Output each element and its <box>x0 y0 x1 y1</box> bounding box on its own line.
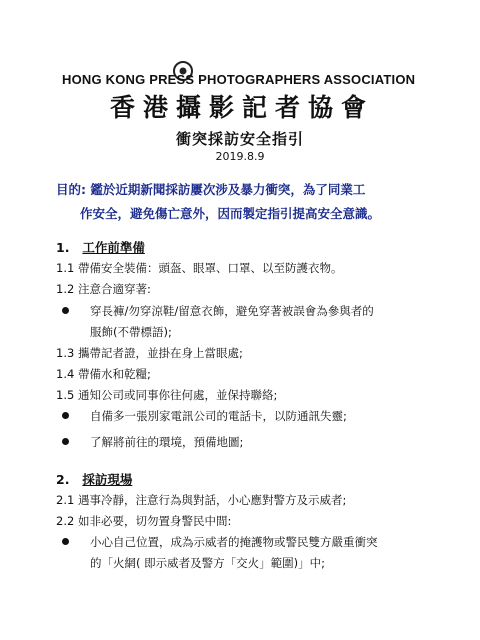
bullet-line-1: 穿長褲/勿穿涼鞋/留意衣飾，避免穿著被誤會為參與者的 <box>90 304 374 318</box>
bullet-text: 了解將前往的環境，預備地圖; <box>90 435 244 449</box>
list-item: 1.2 注意合適穿著: <box>56 282 151 296</box>
bullet-line-2: 的「火網( 即示威者及警方「交火」範圍)」中; <box>90 556 326 570</box>
bullet-dot <box>62 438 69 445</box>
bullet-item <box>56 406 436 427</box>
list-item: 1.5 通知公司或同事你往何處，並保持聯絡; <box>56 388 278 402</box>
section-2-heading <box>56 470 132 488</box>
bullet-dot <box>62 307 69 314</box>
section-title: 採訪現場 <box>82 472 133 487</box>
document-date: 2019.8.9 <box>215 150 265 163</box>
bullet-dot <box>62 538 69 545</box>
list-item: 2.1 遇事冷靜，注意行為與對話，小心應對警方及示威者; <box>56 493 347 507</box>
org-name-chinese: 香港攝影記者協會 <box>110 93 375 122</box>
bullet-dot <box>62 412 69 419</box>
bullet-item <box>56 532 436 574</box>
bullet-item <box>56 301 436 343</box>
bullet-item <box>56 432 436 453</box>
bullet-line-1: 小心自己位置，成為示威者的掩護物或警民雙方嚴重衝突 <box>90 535 378 549</box>
purpose-paragraph <box>56 178 446 226</box>
section-number: 1. <box>56 240 70 255</box>
section-title: 工作前準備 <box>82 240 145 255</box>
org-name-english: HONG KONG PRESS PHOTOGRAPHERS ASSOCIATION <box>62 72 416 87</box>
section-1-heading <box>56 238 145 256</box>
section-number: 2. <box>56 472 70 487</box>
purpose-line-1: 目的: 鑑於近期新聞採訪屢次涉及暴力衝突，為了同業工 <box>56 182 366 197</box>
list-item: 2.2 如非必要，切勿置身警民中間: <box>56 514 232 528</box>
list-item: 1.3 攜帶記者證，並掛在身上當眼處; <box>56 346 243 360</box>
bullet-line-2: 服飾(不帶標語); <box>90 325 172 339</box>
document-title: 衝突採訪安全指引 <box>175 130 304 148</box>
list-item: 1.1 帶備安全裝備：頭盔、眼罩、口罩、以至防護衣物。 <box>56 261 343 275</box>
list-item: 1.4 帶備水和乾糧; <box>56 367 151 381</box>
bullet-text: 自備多一張別家電訊公司的電話卡，以防通訊失靈; <box>90 409 347 423</box>
purpose-line-2: 作安全，避免傷亡意外，因而製定指引提高安全意識。 <box>80 206 381 221</box>
